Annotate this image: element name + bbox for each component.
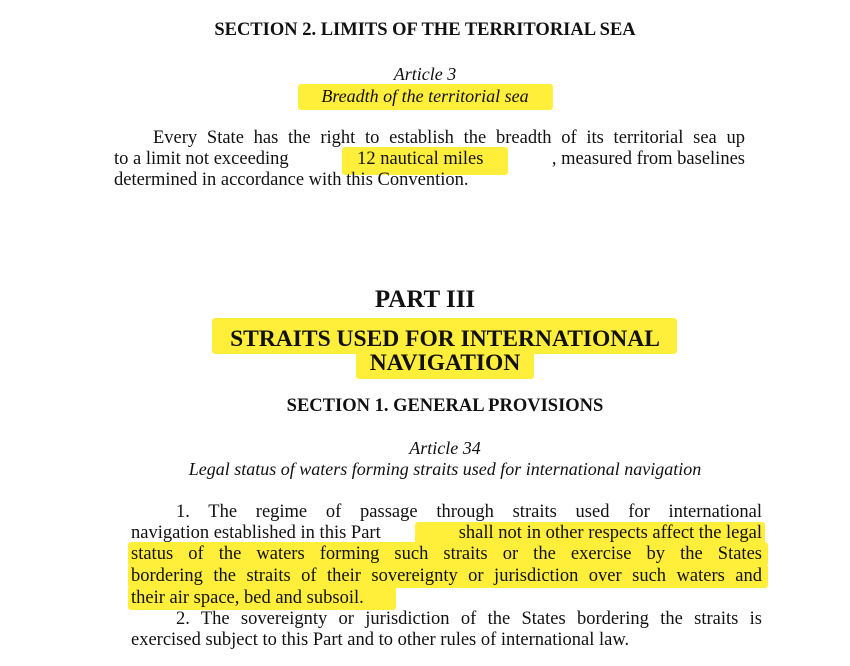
article3-para-line2 bbox=[114, 149, 745, 170]
article3-para-line2-pre: to a limit not exceeding bbox=[114, 149, 289, 169]
article34-p2-line2: exercised subject to this Part and to other rules of international law. bbox=[131, 630, 630, 650]
article34-p1-line4: bordering the straits of their sovereignty or jurisdiction over such waters and bbox=[131, 566, 762, 586]
article34-p1-line2 bbox=[131, 523, 762, 544]
article34-p1-line5: their air space, bed and subsoil. bbox=[131, 588, 364, 608]
article34-p2-line1: 2. The sovereignty or jurisdiction of the States bordering the straits is bbox=[176, 609, 762, 629]
section2-heading: SECTION 2. LIMITS OF THE TERRITORIAL SEA bbox=[214, 20, 636, 40]
article3-para-line3: determined in accordance with this Convention. bbox=[114, 170, 469, 190]
article34-p1-line3: status of the waters forming such straits or the exercise by the States bbox=[131, 544, 762, 564]
article34-p1-line1: 1. The regime of passage through straits used for international bbox=[176, 502, 762, 522]
article3-title: Breadth of the territorial sea bbox=[321, 86, 529, 106]
section1-heading: SECTION 1. GENERAL PROVISIONS bbox=[286, 396, 604, 416]
article3-para-line2-post: , measured from baselines bbox=[551, 149, 745, 169]
part3-title-line1: STRAITS USED FOR INTERNATIONAL bbox=[230, 326, 660, 352]
article34-p1-line2-pre: navigation established in this Part bbox=[131, 523, 381, 543]
article34-number: Article 34 bbox=[409, 438, 481, 458]
article3-para-line2-highlight: 12 nautical miles bbox=[357, 149, 484, 169]
article34-p1-line2-highlight: shall not in other respects affect the legal bbox=[458, 523, 762, 543]
part3-title-line2: NAVIGATION bbox=[369, 350, 521, 376]
article34-title: Legal status of waters forming straits used for international navigation bbox=[188, 459, 702, 479]
part3-heading: PART III bbox=[374, 286, 476, 313]
article3-para-line1: Every State has the right to establish the breadth of its territorial sea up bbox=[153, 128, 745, 148]
article3-number: Article 3 bbox=[393, 64, 457, 84]
